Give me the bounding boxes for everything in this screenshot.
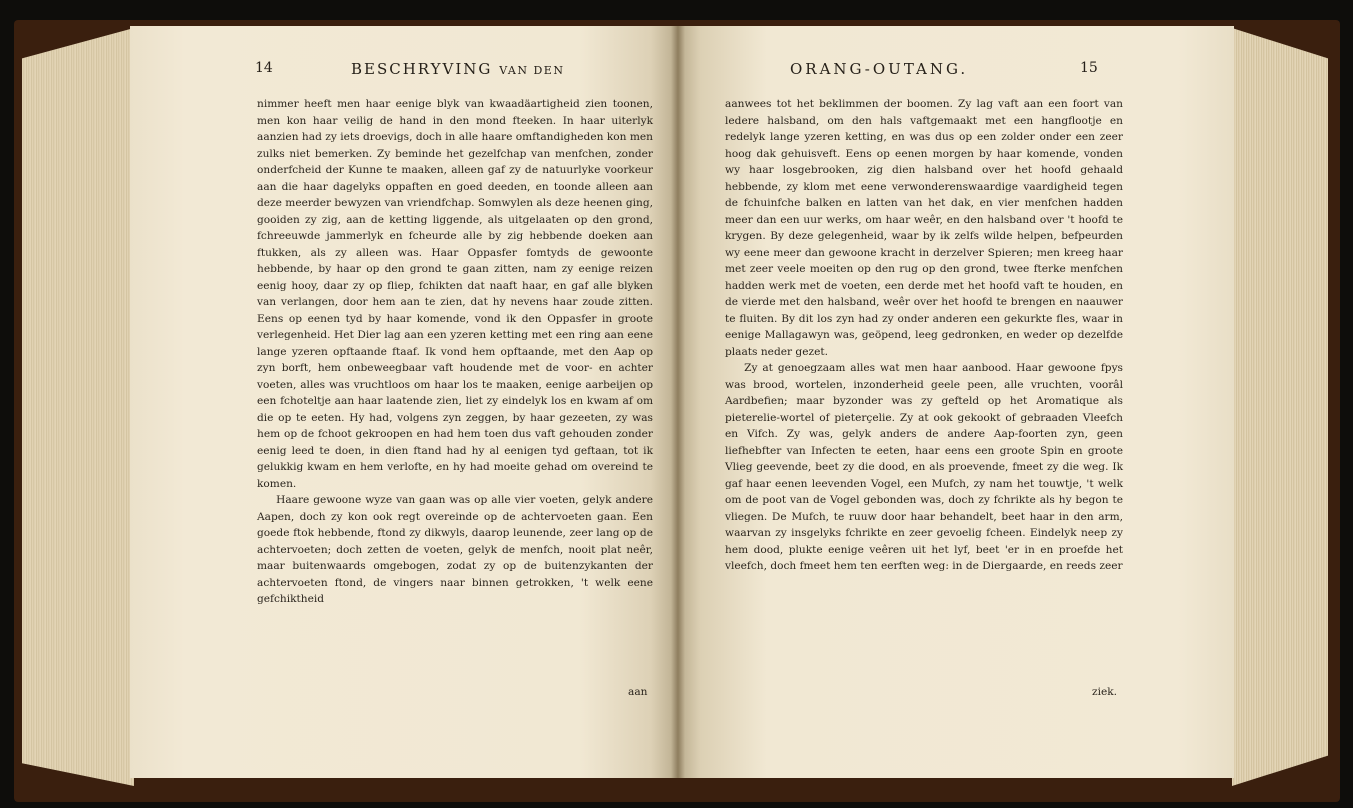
running-head-small: VAN DEN [499,64,565,77]
right-paragraph-2: Zy at genoegzaam alles wat men haar aanbood. Haar gewoone fpys was brood, wortelen, inzonderheid geele peen, alle vruchten, voorâl Aardbefien; maar byzonder was zy gefteld op het Aromatique als pieterelie-wortel of pieterçelie. Zy at ook gekookt of gebraaden Vleefch en Vifch. Zy was, gelyk anders de andere Aap-foorten zyn, geen liefhebfter van Infecten te eeten, haar eens een groote Spin en groote Vlieg geevende, beet zy die dood, en als proevende, fmeet zy die weg. Ik gaf haar eenen leevenden Vogel, een Mufch, zy nam het touwtje, 't welk om de poot van de Vogel gebonden was, doch zy fchrikte als hy begon te vliegen. De Mufch, te ruuw door haar behandelt, beet haar in den arm, waarvan zy insgelyks fchrikte en zeer gevoelig fcheen. Eindelyk neep zy hem dood, plukte eenige veêren uit het lyf, beet 'er in en proefde het vleefch, doch fmeet hem ten eerften weg: in de Diergaarde, en reeds zeer [725,362,1123,572]
left-page-number: 14 [255,60,273,76]
left-paragraph-2: Haare gewoone wyze van gaan was op alle vier voeten, gelyk andere Aapen, doch zy kon ook regt overeinde op de achtervoeten gaan. Een goede ftok hebbende, ftond zy dikwyls, daarop leunende, zeer lang op de achtervoeten; doch zetten de voeten, gelyk de menfch, nooit plat neêr, maar buitenwaards omgebogen, zodat zy op de buitenzykanten der achtervoeten ftond, de vingers naar binnen getrokken, 't welk eene gefchiktheid [257,494,653,605]
right-page-header [790,60,1100,82]
right-running-head: ORANG-OUTANG. [790,60,969,78]
right-catchword: ziek. [1092,686,1118,698]
left-catchword: aan [628,686,648,698]
page-edges-right [1232,28,1328,786]
book-gutter [671,26,685,778]
left-running-head [351,60,564,78]
left-page-header [255,60,655,82]
left-page-text [257,96,653,608]
right-page-number: 15 [1080,60,1098,76]
page-edges-left [22,28,134,786]
left-paragraph-1: nimmer heeft men haar eenige blyk van kwaadäartigheid zien toonen, men kon haar veilig de hand in den mond fteeken. In haar uiterlyk aanzien had zy iets droevigs, doch in alle haare omftandigheden kon men zulks niet bemerken. Zy beminde het gezelfchap van menfchen, zonder onderfcheid der Kunne te maaken, alleen gaf zy de natuurlyke voorkeur aan die haar dagelyks oppaften en goed deeden, en toonde alleen aan deze meerder bewyzen van vriendfchap. Somwylen als deze heenen ging, gooiden zy zig, aan de ketting liggende, als uitgelaaten op den grond, fchreeuwde jammerlyk en fcheurde alle by zig hebbende doeken aan ftukken, als zy alleen was. Haar Oppasfer fomtyds de gewoonte hebbende, by haar op den grond te gaan zitten, nam zy eenige reizen eenig hooy, daar zy op fliep, fchikten dat naaft haar, en gaf alle blyken van verlangen, door hem aan te zien, dat hy nevens haar zoude zitten. Eens op eenen tyd by haar komende, vond ik den Oppasfer in groote verlegenheid. Het Dier lag aan een yzeren ketting met een ring aan eene lange yzeren opftaande ftaaf. Ik vond hem opftaande, met den Aap op zyn borft, hem onbeweegbaar vaft houdende met de voor- en achter voeten, alles was vruchtloos om haar los te maaken, eenige aarbeijen op een fchoteltje aan haar laatende zien, liet zy eindelyk los en kwam af om die op te eeten. Hy had, volgens zyn zeggen, by haar gezeeten, zy was hem op de fchoot gekroopen en had hem toen dus vaft gehouden zonder eenig leed te doen, in dien ftand had hy al eenigen tyd geftaan, tot ik gelukkig kwam en hem verlofte, en hy had moeite gehad om overeind te komen. [257,98,653,490]
running-head-title: BESCHRYVING [351,60,493,78]
right-page-text [725,96,1123,575]
right-paragraph-1: aanwees tot het beklimmen der boomen. Zy lag vaft aan een foort van ledere halsband, om den hals vaftgemaakt met een hangflootje en redelyk lange yzeren ketting, en was dus op een zolder onder een zeer hoog dak gehuisveft. Eens op eenen morgen by haar komende, vonden wy haar losgebrooken, zig dien halsband over het hoofd gehaald hebbende, zy klom met eene verwonderenswaardige vaardigheid tegen de fchuinfche balken en latten van het dak, en vier menfchen hadden meer dan een uur werks, om haar weêr, en den halsband over 't hoofd te krygen. By deze gelegenheid, waar by ik zelfs wilde helpen, befpeurden wy eene meer dan gewoone kracht in derzelver Spieren; men kreeg haar met zeer veele moeiten op den rug op den grond, twee fterke menfchen hadden werk met de voeten, een derde met het hoofd vaft te houden, en de vierde met den halsband, weêr over het hoofd te brengen en naauwer te fluiten. By dit los zyn had zy onder anderen een gekurkte fles, waar in eenige Mallagawyn was, geöpend, leeg gedronken, en weder op dezelfde plaats neder gezet. [725,98,1123,358]
